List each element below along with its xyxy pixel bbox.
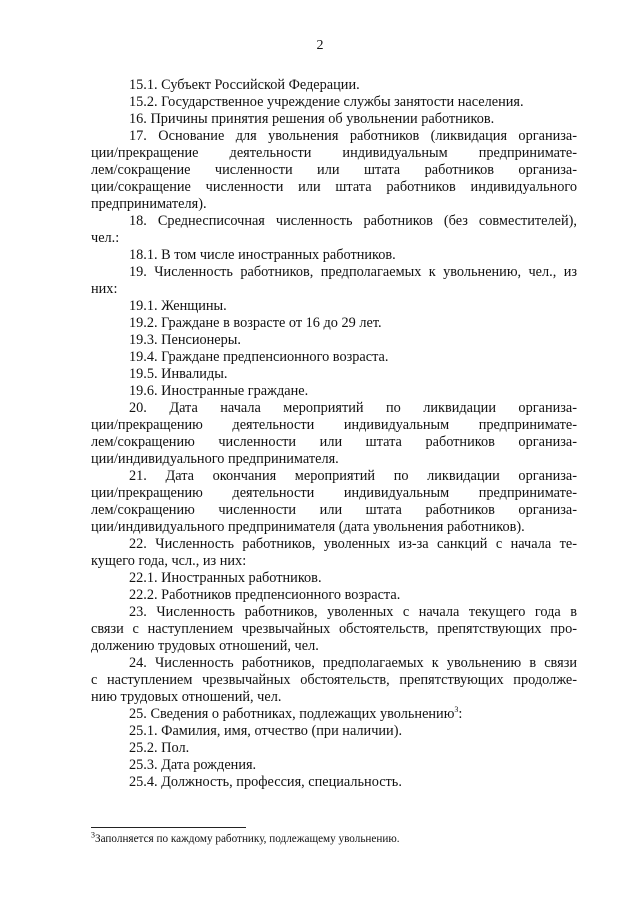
item-23-line: должению трудовых отношений, чел. — [91, 638, 319, 654]
item-19 — [91, 264, 577, 298]
footnote-divider — [91, 827, 246, 828]
item-21-line: ции/прекращению деятельности индивидуальным предпринимате- — [91, 485, 577, 501]
item-22-line: 22. Численность работников, уволенных из-за санкций с начала те- — [129, 536, 577, 552]
item-17-line: предпринимателя). — [91, 196, 207, 212]
item-25-4: 25.4. Должность, профессия, специальность. — [129, 774, 402, 790]
item-19-3: 19.3. Пенсионеры. — [129, 332, 241, 348]
item-19-5: 19.5. Инвалиды. — [129, 366, 228, 382]
item-18 — [91, 213, 577, 247]
item-23 — [91, 604, 577, 655]
footnote — [91, 830, 577, 846]
item-17-line: ции/сокращение численности или штата работников индивидуального — [91, 179, 577, 195]
document-body — [91, 77, 577, 791]
item-18-line: 18. Среднесписочная численность работников (без совместителей), — [129, 213, 577, 229]
item-24-line: нию трудовых отношений, чел. — [91, 689, 282, 705]
item-25 — [91, 706, 577, 723]
item-24-line: с наступлением чрезвычайных обстоятельств, препятствующих продолже- — [91, 672, 577, 688]
item-24 — [91, 655, 577, 706]
item-17-line: 17. Основание для увольнения работников (ликвидация организа- — [129, 128, 577, 144]
item-20-line: ции/прекращению деятельности индивидуальным предпринимате- — [91, 417, 577, 433]
item-20-line: лем/сокращению численности или штата работников организа- — [91, 434, 577, 450]
item-23-line: связи с наступлением чрезвычайных обстоятельств, препятствующих про- — [91, 621, 577, 637]
item-23-line: 23. Численность работников, уволенных с начала текущего года в — [129, 604, 577, 620]
item-20 — [91, 400, 577, 468]
item-17 — [91, 128, 577, 213]
item-19-1: 19.1. Женщины. — [129, 298, 227, 314]
item-18-1: 18.1. В том числе иностранных работников. — [129, 247, 396, 263]
footnote-marker: 3 — [91, 830, 95, 840]
item-19-line: 19. Численность работников, предполагаемых к увольнению, чел., из — [129, 264, 577, 280]
item-21-line: ции/индивидуального предпринимателя (дата увольнения работников). — [91, 519, 525, 535]
page-number: 2 — [316, 38, 324, 53]
item-16: 16. Причины принятия решения об увольнении работников. — [129, 111, 495, 127]
item-24-line: 24. Численность работников, предполагаемых к увольнению в связи — [129, 655, 577, 671]
item-17-line: ции/прекращение деятельности индивидуальным предпринимате- — [91, 145, 577, 161]
item-22-2: 22.2. Работников предпенсионного возраста. — [129, 587, 401, 603]
item-17-line: лем/сокращение численности или штата работников организа- — [91, 162, 577, 178]
item-18-line: чел.: — [91, 230, 120, 246]
item-19-6: 19.6. Иностранные граждане. — [129, 383, 309, 399]
item-19-line: них: — [91, 281, 118, 297]
item-21-line: лем/сокращению численности или штата работников организа- — [91, 502, 577, 518]
item-21-line: 21. Дата окончания мероприятий по ликвидации организа- — [129, 468, 577, 484]
item-15-2: 15.2. Государственное учреждение службы занятости населения. — [129, 94, 524, 110]
item-22-1: 22.1. Иностранных работников. — [129, 570, 322, 586]
footnote-text: Заполняется по каждому работнику, подлежащему увольнению. — [95, 833, 400, 845]
item-19-2: 19.2. Граждане в возрасте от 16 до 29 лет. — [129, 315, 382, 331]
item-25-3: 25.3. Дата рождения. — [129, 757, 257, 773]
footnote-reference: 3 — [454, 705, 459, 715]
item-25-1: 25.1. Фамилия, имя, отчество (при наличии). — [129, 723, 403, 739]
item-21 — [91, 468, 577, 536]
item-25-text: 25. Сведения о работниках, подлежащих увольнению — [129, 706, 455, 722]
item-25-colon: : — [458, 706, 463, 722]
item-19-4: 19.4. Граждане предпенсионного возраста. — [129, 349, 389, 365]
item-25-2: 25.2. Пол. — [129, 740, 190, 756]
item-20-line: 20. Дата начала мероприятий по ликвидации организа- — [129, 400, 577, 416]
item-20-line: ции/индивидуального предпринимателя. — [91, 451, 339, 467]
item-22-line: кущего года, чсл., из них: — [91, 553, 247, 569]
item-22 — [91, 536, 577, 570]
item-15-1: 15.1. Субъект Российской Федерации. — [129, 77, 360, 93]
